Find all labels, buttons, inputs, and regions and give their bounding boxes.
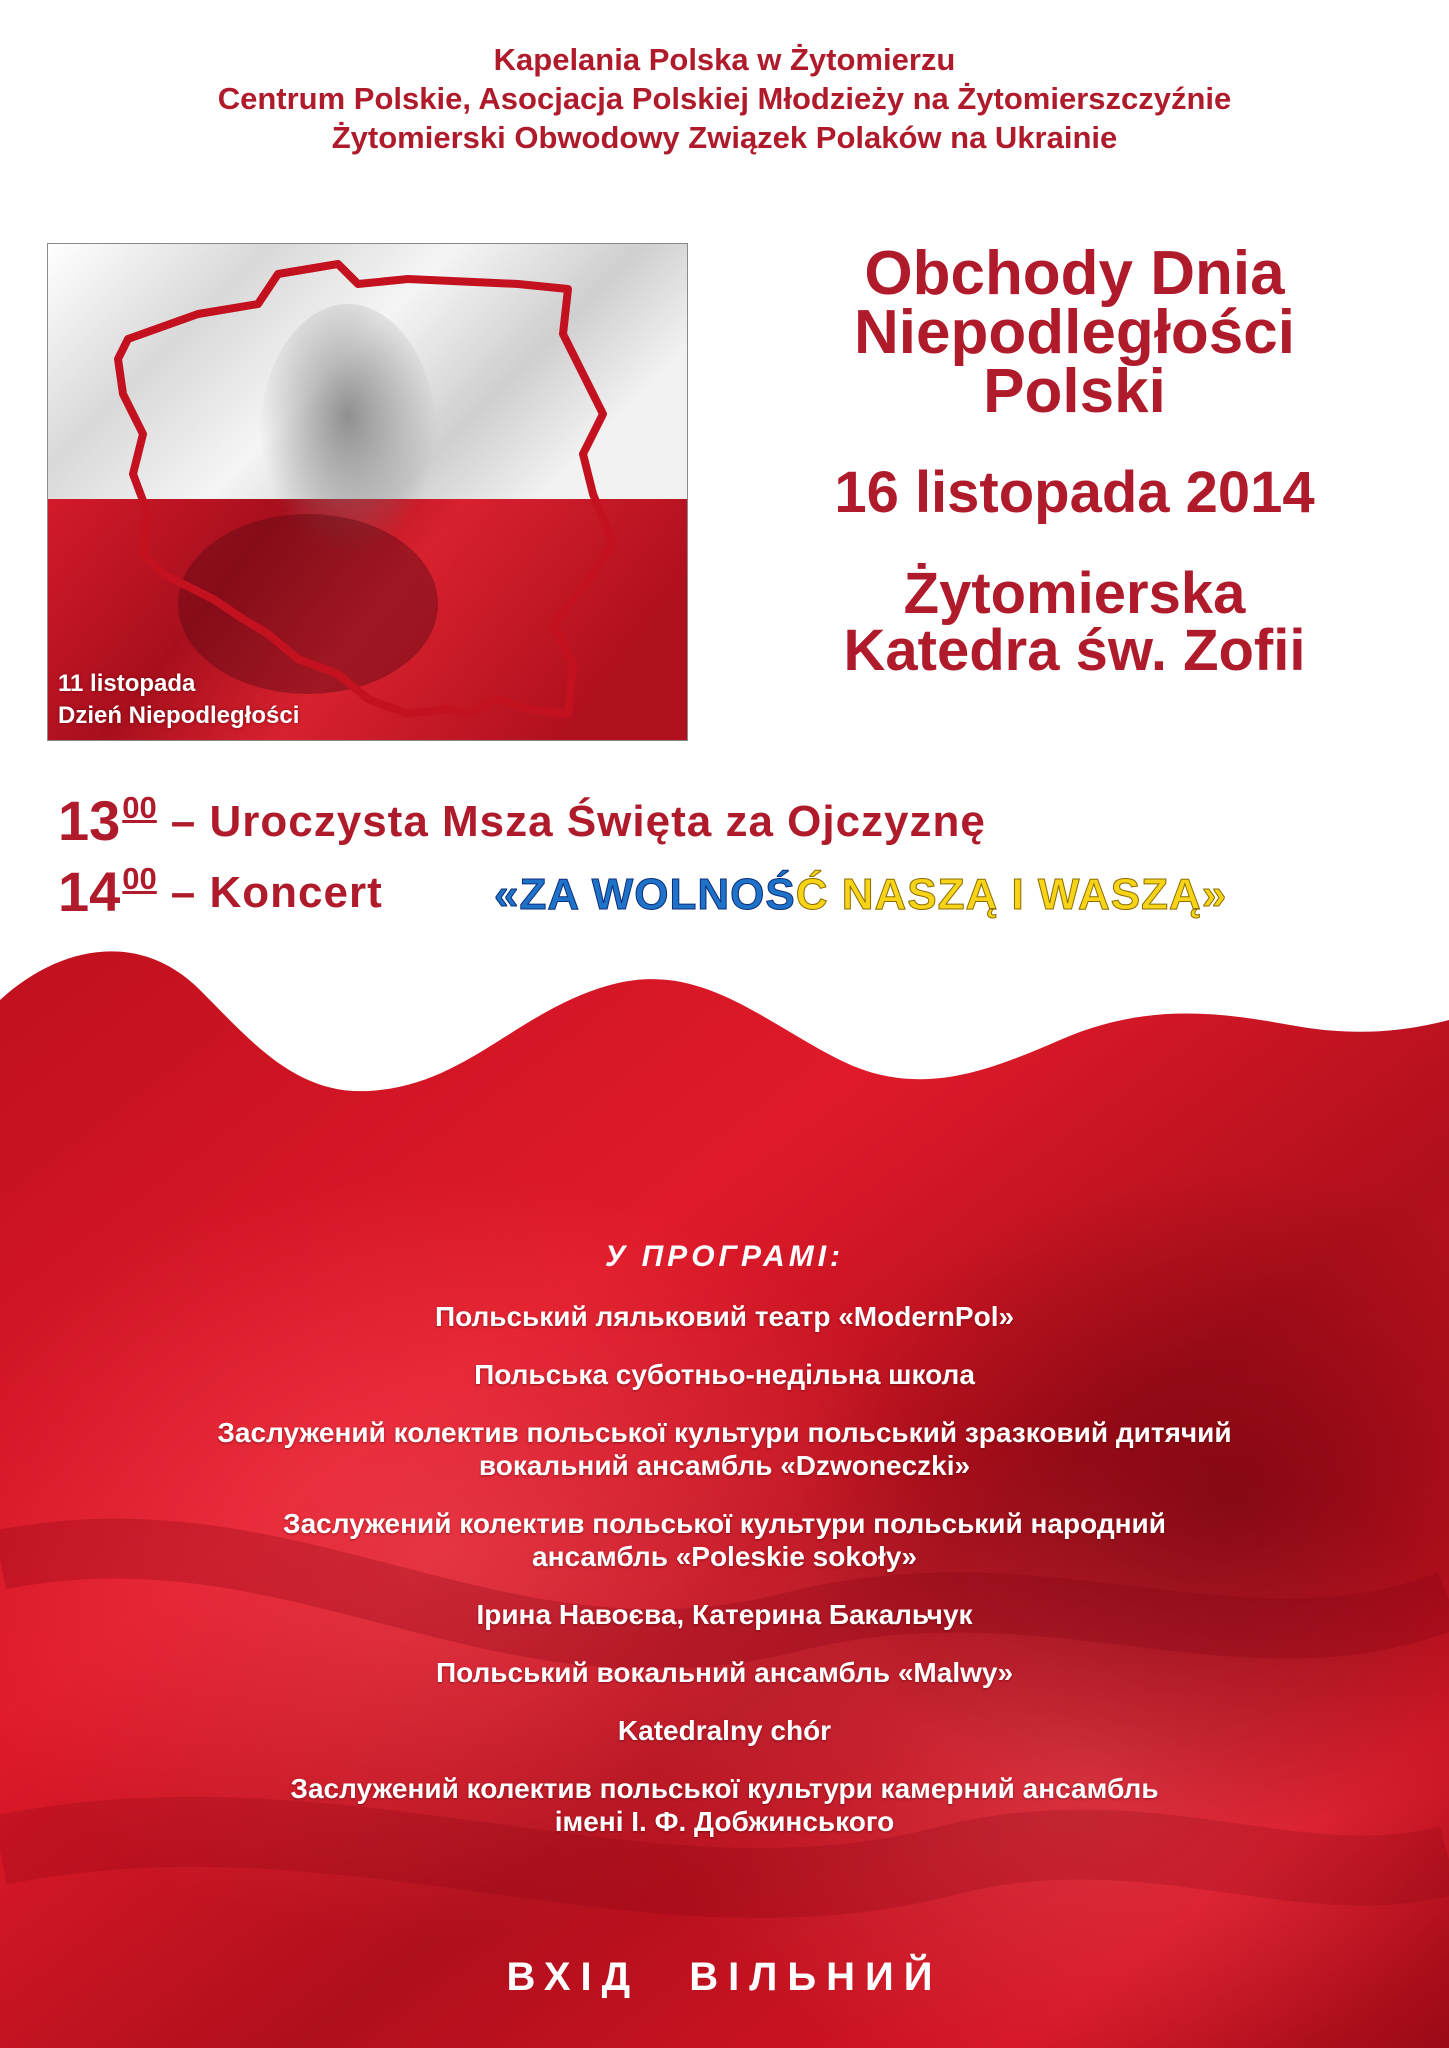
- flag-image: [47, 243, 688, 741]
- schedule-hour: 14: [58, 860, 121, 923]
- program-item-line: Заслужений колектив польської культури камерний ансамбль: [290, 1773, 1159, 1804]
- organizer-line: Kapelania Polska w Żytomierzu: [493, 42, 956, 77]
- schedule-minutes: 00: [122, 861, 157, 896]
- concert-title-part: «ZA WOLNOŚ: [494, 870, 796, 919]
- event-title: [700, 239, 1449, 426]
- program-item: [40, 1714, 1409, 1747]
- schedule-mass: [58, 790, 986, 851]
- organizers-header: [0, 40, 1449, 157]
- flag-caption-date: 11 listopada: [58, 670, 196, 697]
- schedule-hour: 13: [58, 789, 121, 852]
- flag-caption: [58, 668, 299, 732]
- program-item-line: вокальний ансамбль «Dzwoneczki»: [478, 1450, 971, 1481]
- event-title-line: Obchody Dnia: [864, 239, 1285, 308]
- program-item: [40, 1416, 1409, 1482]
- event-title-line: Polski: [983, 357, 1166, 426]
- program-item: [40, 1656, 1409, 1689]
- programme-heading: У ПРОГРАМІ:: [604, 1240, 845, 1273]
- schedule-description: – Koncert: [170, 868, 383, 917]
- organizer-line: Żytomierski Obwodowy Związek Polaków na Ukrainie: [331, 120, 1118, 155]
- event-date: 16 listopada 2014: [834, 460, 1315, 525]
- poland-map-flag-icon: [48, 244, 688, 741]
- event-title-line: Niepodległości: [854, 298, 1295, 367]
- program-item: [40, 1772, 1409, 1838]
- program-item: [40, 1507, 1409, 1573]
- program-item-line: ансамбль «Poleskie sokoły»: [532, 1541, 917, 1572]
- event-place-line: Żytomierska: [903, 561, 1246, 626]
- schedule-description: – Uroczysta Msza Święta za Ojczyznę: [170, 797, 986, 846]
- event-place: [700, 561, 1449, 683]
- program-item-line: Польська суботньо-недільна школа: [474, 1359, 975, 1390]
- program-item-line: імені І. Ф. Добжинського: [554, 1806, 895, 1837]
- programme: [40, 1240, 1409, 1863]
- program-item: [40, 1598, 1409, 1631]
- organizer-line: Centrum Polskie, Asocjacja Polskiej Młodzieży na Żytomierszczyźnie: [217, 81, 1232, 116]
- event-info: [700, 239, 1449, 683]
- program-item-line: Заслужений колектив польської культури польський народний: [283, 1508, 1166, 1539]
- program-item-line: Ірина Навоєва, Катерина Бакальчук: [476, 1599, 973, 1630]
- program-item-line: Katedralny chór: [617, 1715, 832, 1746]
- program-item: [40, 1358, 1409, 1391]
- program-item-line: Заслужений колектив польської культури польський зразковий дитячий: [217, 1417, 1232, 1448]
- flag-caption-title: Dzień Niepodległości: [58, 702, 300, 729]
- concert-title: [494, 870, 1227, 920]
- program-item-line: Польський вокальний ансамбль «Malwy»: [435, 1657, 1014, 1688]
- schedule-concert: [58, 861, 383, 922]
- free-entry-notice: ВХІД ВІЛЬНИЙ: [506, 1955, 943, 1999]
- program-item: [40, 1300, 1409, 1333]
- event-place-line: Katedra św. Zofii: [843, 618, 1306, 683]
- schedule-minutes: 00: [122, 790, 157, 825]
- concert-title-part: Ć NASZĄ I WASZĄ»: [795, 870, 1228, 919]
- program-item-line: Польський ляльковий театр «ModernPol»: [434, 1301, 1015, 1332]
